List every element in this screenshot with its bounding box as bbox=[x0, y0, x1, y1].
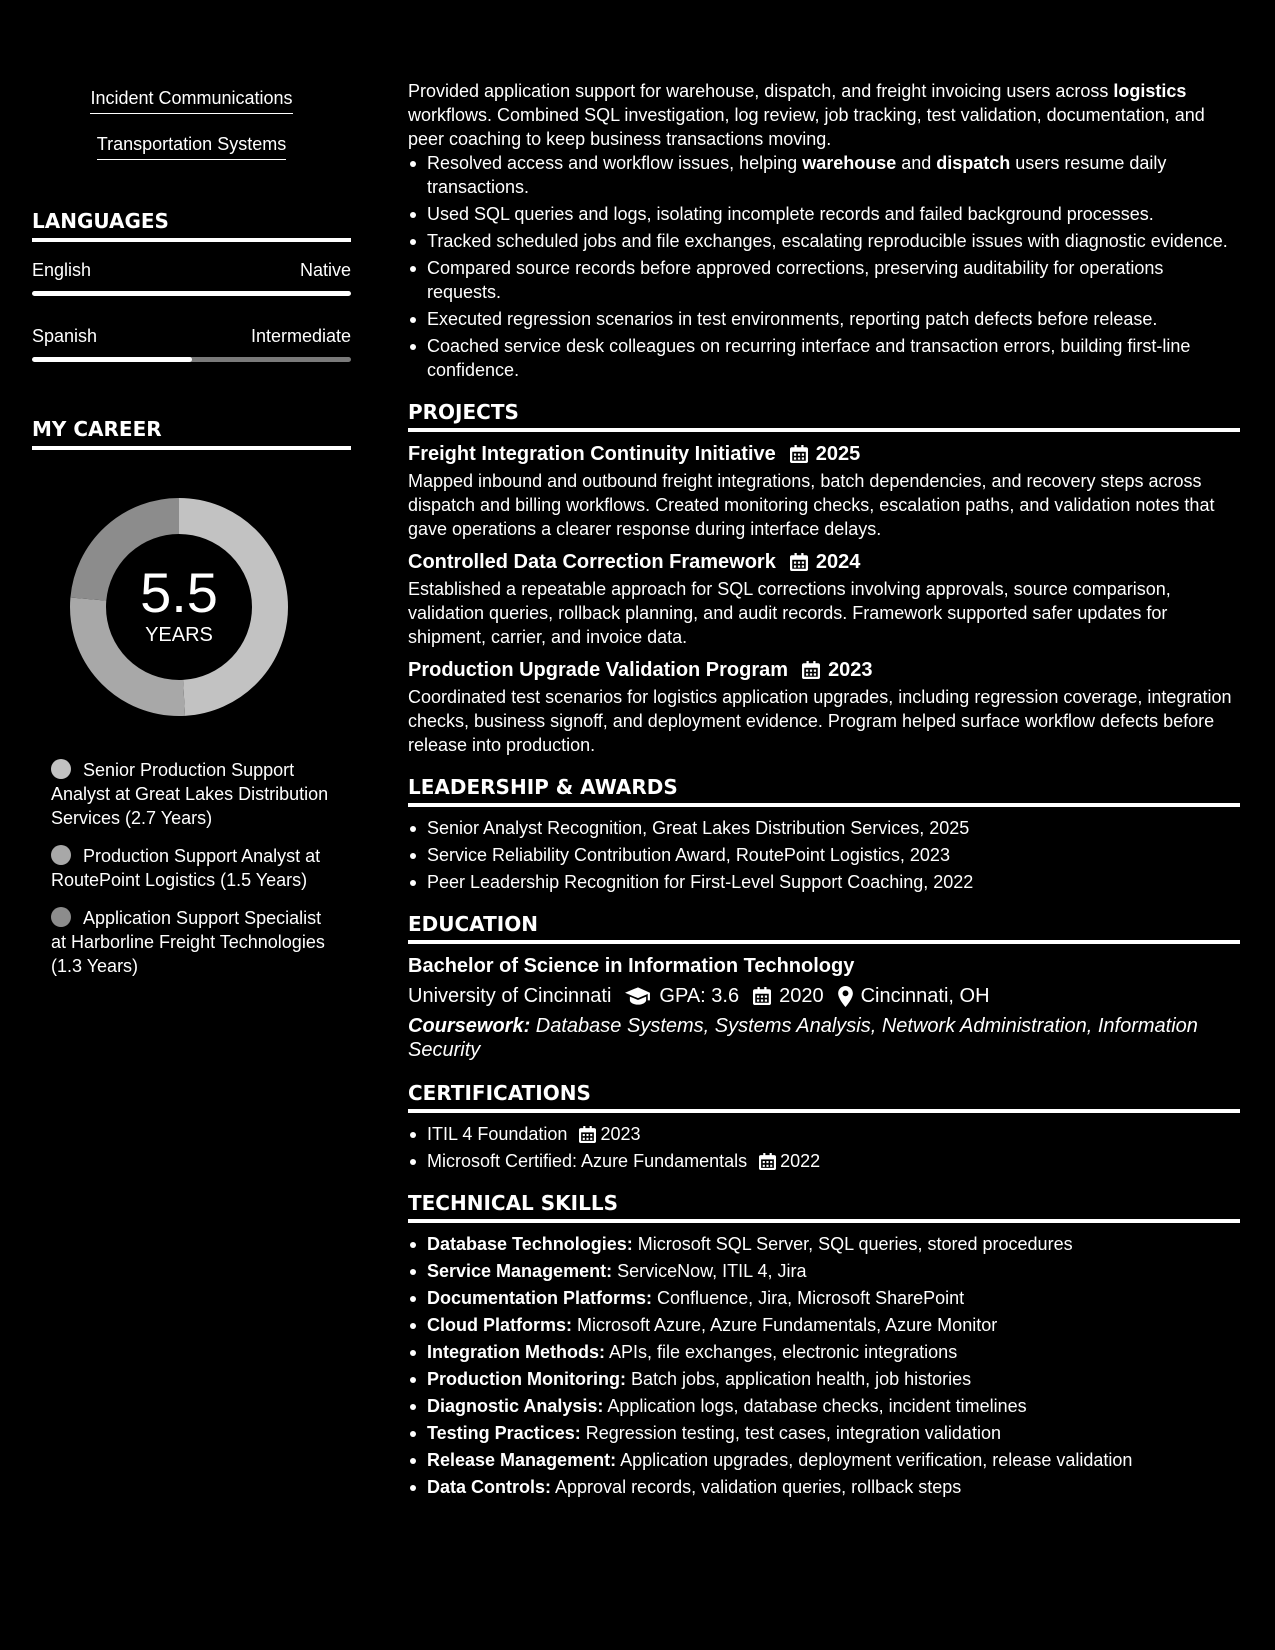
technical-skills-heading: TECHNICAL SKILLS bbox=[408, 1190, 1240, 1223]
education-year: 2020 bbox=[779, 985, 824, 1007]
career-item bbox=[51, 844, 331, 892]
experience-bullet: Coached service desk colleagues on recurring interface and transaction errors, building first-line confidence. bbox=[408, 334, 1240, 382]
career-heading: MY CAREER bbox=[32, 416, 351, 450]
career-item-text: Application Support Specialist at Harborline Freight Technologies (1.3 Years) bbox=[51, 908, 325, 976]
skill-item: Documentation Platforms: Confluence, Jira, Microsoft SharePoint bbox=[408, 1286, 1240, 1310]
career-dot-icon bbox=[51, 845, 71, 865]
project-title: Production Upgrade Validation Program 2023 bbox=[408, 659, 873, 681]
project-year: 2023 bbox=[828, 659, 873, 681]
experience-bullets bbox=[408, 151, 1240, 382]
education-degree: Bachelor of Science in Information Technology bbox=[408, 955, 855, 977]
language-proficiency-bar bbox=[32, 357, 351, 362]
project-title: Freight Integration Continuity Initiative 2025 bbox=[408, 443, 861, 465]
certifications-heading: CERTIFICATIONS bbox=[408, 1080, 1240, 1113]
career-years-label: YEARS bbox=[145, 624, 213, 646]
language-name: Spanish bbox=[32, 326, 98, 346]
project-description: Coordinated test scenarios for logistics application upgrades, including regression coverage, integration checks, business signoff, and deployment evidence. Program helped surface workflow defects before release into production. bbox=[408, 687, 1232, 755]
skill-tags bbox=[32, 86, 351, 178]
skill-tag: Incident Communications bbox=[90, 86, 292, 114]
project-year: 2025 bbox=[815, 443, 861, 465]
language-level: Native bbox=[299, 260, 351, 280]
project-title: Controlled Data Correction Framework 2024 bbox=[408, 551, 861, 573]
experience-bullet: Resolved access and workflow issues, helping warehouse and dispatch users resume daily transactions. bbox=[408, 151, 1240, 199]
calendar-icon bbox=[802, 661, 820, 679]
education-section bbox=[408, 953, 1240, 1062]
experience-bullet: Tracked scheduled jobs and file exchanges, escalating reproducible issues with diagnostic evidence. bbox=[408, 229, 1240, 253]
projects-section bbox=[408, 441, 1240, 757]
award-item: Service Reliability Contribution Award, RoutePoint Logistics, 2023 bbox=[408, 843, 1240, 867]
calendar-icon bbox=[753, 987, 771, 1005]
location-pin-icon bbox=[838, 986, 853, 1007]
certification-item: ITIL 4 Foundation 2023 bbox=[408, 1122, 1240, 1146]
certification-item: Microsoft Certified: Azure Fundamentals 2022 bbox=[408, 1149, 1240, 1173]
award-item: Senior Analyst Recognition, Great Lakes Distribution Services, 2025 bbox=[408, 816, 1240, 840]
leadership-list bbox=[408, 816, 1240, 894]
language-level: Intermediate bbox=[250, 326, 351, 346]
language-proficiency-fill bbox=[32, 291, 351, 296]
sidebar bbox=[32, 86, 351, 992]
calendar-icon bbox=[790, 553, 808, 571]
language-proficiency-fill bbox=[32, 357, 192, 362]
skill-tag: Transportation Systems bbox=[97, 132, 286, 160]
career-list bbox=[51, 758, 331, 978]
experience-bullet: Used SQL queries and logs, isolating incomplete records and failed background processes. bbox=[408, 202, 1240, 226]
graduation-cap-icon bbox=[625, 987, 651, 1005]
leadership-heading: LEADERSHIP & AWARDS bbox=[408, 774, 1240, 807]
technical-skills-list bbox=[408, 1232, 1240, 1499]
experience-bullet: Compared source records before approved corrections, preserving auditability for operations requests. bbox=[408, 256, 1240, 304]
education-gpa: GPA: 3.6 bbox=[659, 985, 740, 1007]
calendar-icon bbox=[579, 1126, 596, 1143]
project-year: 2024 bbox=[815, 551, 861, 573]
career-item bbox=[51, 758, 331, 830]
skill-item: Release Management: Application upgrades, deployment verification, release validation bbox=[408, 1448, 1240, 1472]
career-dot-icon bbox=[51, 907, 71, 927]
skill-item: Diagnostic Analysis: Application logs, database checks, incident timelines bbox=[408, 1394, 1240, 1418]
main-column bbox=[408, 79, 1240, 1502]
project-description: Mapped inbound and outbound freight integrations, batch dependencies, and recovery steps across dispatch and billing workflows. Created monitoring checks, escalation paths, and validation notes that gave operations a clearer response during interface delays. bbox=[408, 471, 1215, 539]
career-item-text: Production Support Analyst at RoutePoint Logistics (1.5 Years) bbox=[51, 846, 321, 890]
career-dot-icon bbox=[51, 759, 71, 779]
skill-item: Service Management: ServiceNow, ITIL 4, Jira bbox=[408, 1259, 1240, 1283]
skill-item: Production Monitoring: Batch jobs, application health, job histories bbox=[408, 1367, 1240, 1391]
skill-item: Integration Methods: APIs, file exchanges, electronic integrations bbox=[408, 1340, 1240, 1364]
career-donut-chart bbox=[64, 492, 294, 722]
education-coursework: Coursework: Database Systems, Systems Analysis, Network Administration, Information Security bbox=[408, 1015, 1198, 1061]
language-name: English bbox=[32, 260, 92, 280]
skill-item: Cloud Platforms: Microsoft Azure, Azure Fundamentals, Azure Monitor bbox=[408, 1313, 1240, 1337]
experience-bullet: Executed regression scenarios in test environments, reporting patch defects before release. bbox=[408, 307, 1240, 331]
education-meta bbox=[408, 982, 1240, 1010]
language-proficiency-bar bbox=[32, 291, 351, 296]
skill-item: Testing Practices: Regression testing, test cases, integration validation bbox=[408, 1421, 1240, 1445]
career-item bbox=[51, 906, 331, 978]
skill-item: Database Technologies: Microsoft SQL Server, SQL queries, stored procedures bbox=[408, 1232, 1240, 1256]
experience-summary: Provided application support for warehouse, dispatch, and freight invoicing users across logistics workflows. Combined SQL investigation, log review, job tracking, test validation, documentation, and peer coaching to keep business transactions moving. bbox=[408, 81, 1205, 149]
project-description: Established a repeatable approach for SQL corrections involving approvals, source comparison, validation queries, rollback planning, and audit records. Framework supported safer updates for shipment, carrier, and invoice data. bbox=[408, 579, 1171, 647]
award-item: Peer Leadership Recognition for First-Level Support Coaching, 2022 bbox=[408, 870, 1240, 894]
certification-year: 2023 bbox=[600, 1124, 641, 1144]
career-total-years: 5.5 bbox=[140, 561, 218, 624]
skill-item: Data Controls: Approval records, validation queries, rollback steps bbox=[408, 1475, 1240, 1499]
language-item bbox=[32, 324, 351, 362]
certifications-list bbox=[408, 1122, 1240, 1173]
languages-list bbox=[32, 258, 351, 362]
languages-heading: LANGUAGES bbox=[32, 208, 351, 242]
calendar-icon bbox=[790, 445, 808, 463]
language-item bbox=[32, 258, 351, 296]
projects-heading: PROJECTS bbox=[408, 399, 1240, 432]
career-item-text: Senior Production Support Analyst at Great Lakes Distribution Services (2.7 Years) bbox=[51, 760, 329, 828]
education-school: University of Cincinnati bbox=[408, 985, 612, 1007]
education-location: Cincinnati, OH bbox=[860, 985, 990, 1007]
education-heading: EDUCATION bbox=[408, 911, 1240, 944]
certification-year: 2022 bbox=[780, 1151, 821, 1171]
calendar-icon bbox=[759, 1153, 776, 1170]
